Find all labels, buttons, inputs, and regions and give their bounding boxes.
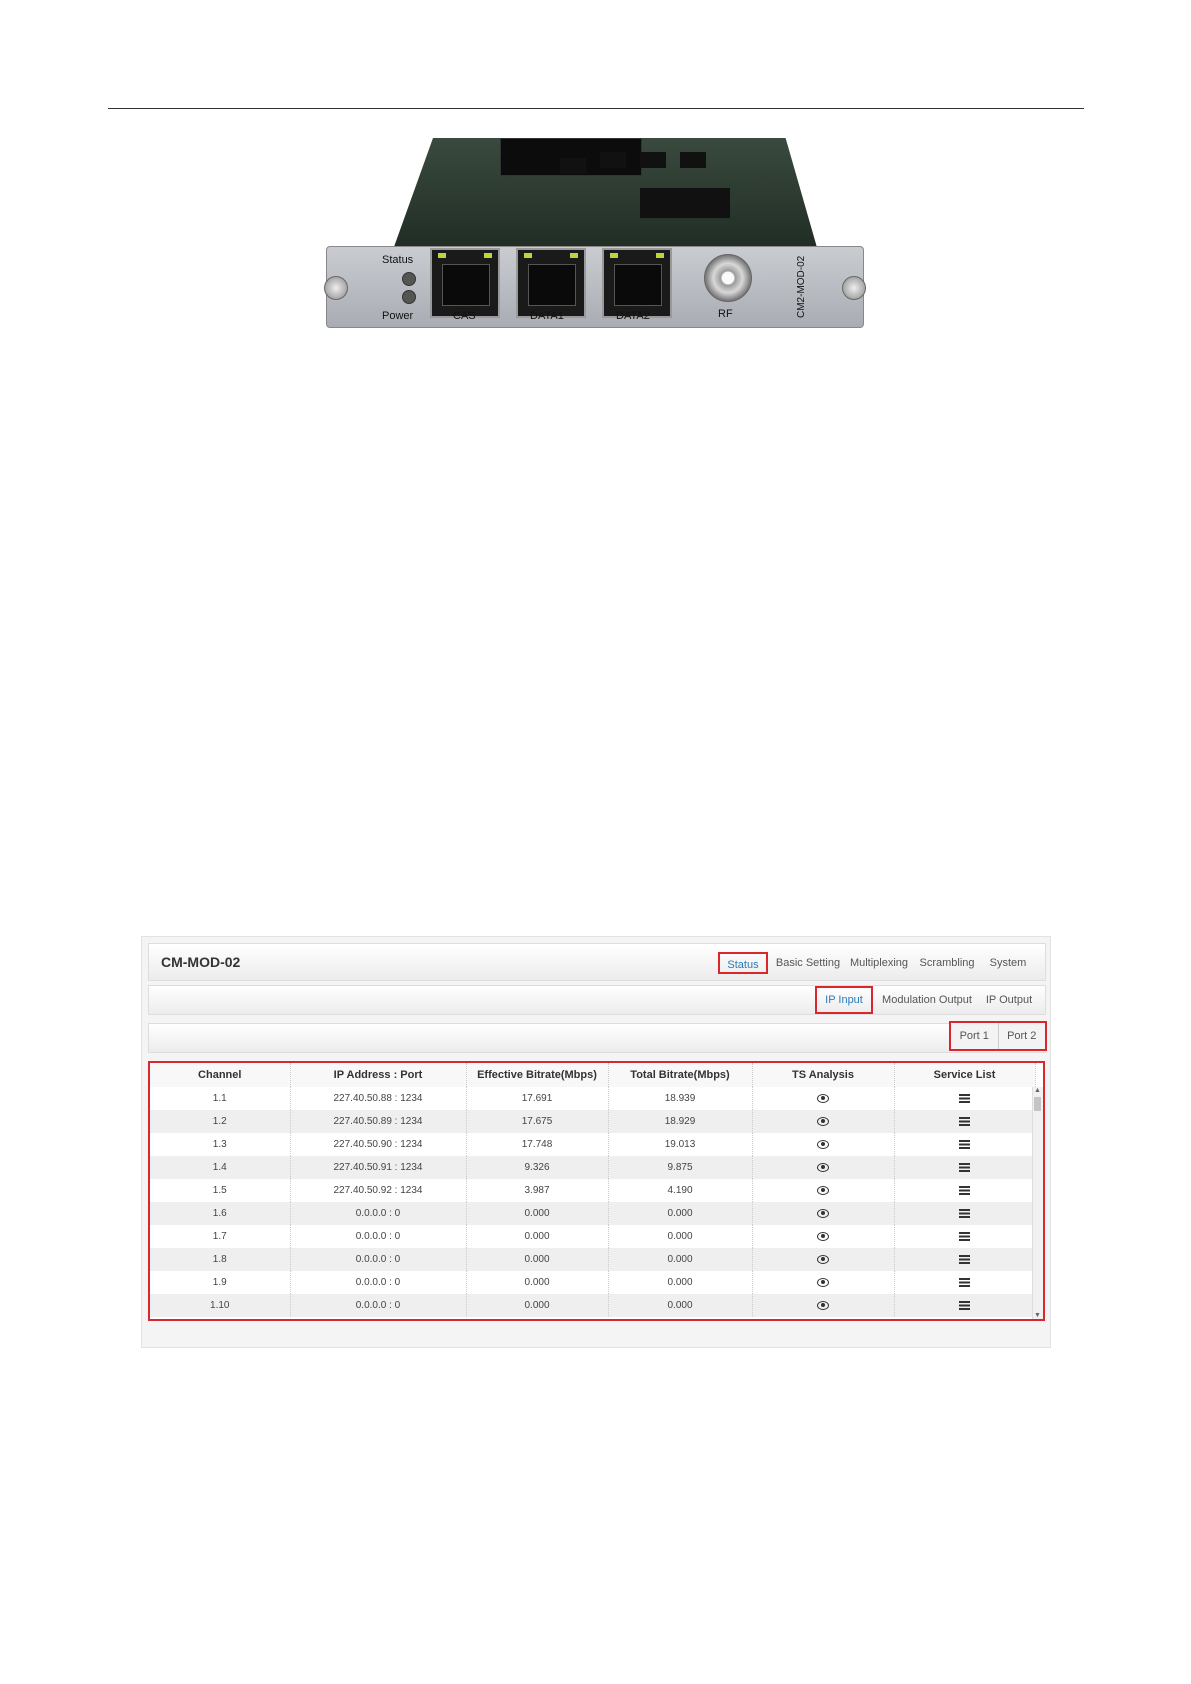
scroll-down-icon[interactable]: ▼ [1034,1312,1041,1319]
cas-port [430,248,500,318]
total-bitrate-cell: 0.000 [608,1225,752,1248]
ts-analysis-cell [752,1248,894,1271]
effective-bitrate-cell: 17.675 [466,1110,608,1133]
eye-icon[interactable] [817,1094,829,1103]
port-bar [148,1023,1046,1053]
port-1-tab[interactable]: Port 1 [951,1023,999,1049]
ip-address-cell: 227.40.50.88 : 1234 [290,1087,466,1110]
rf-connector [704,254,752,302]
table-row [150,1179,1035,1202]
status-label: Status [382,254,414,266]
screw-icon [324,276,348,300]
col-ip-address: IP Address : Port [290,1063,466,1087]
table-row [150,1110,1035,1133]
channel-cell: 1.8 [150,1248,290,1271]
table-row [150,1248,1035,1271]
channel-cell: 1.4 [150,1156,290,1179]
service-list-cell [894,1202,1035,1225]
status-led [402,272,416,286]
scroll-up-icon[interactable]: ▲ [1034,1087,1041,1094]
total-bitrate-cell: 0.000 [608,1202,752,1225]
col-service-list: Service List [894,1063,1035,1087]
channel-cell: 1.6 [150,1202,290,1225]
scrollbar-thumb[interactable] [1034,1097,1041,1111]
rf-label: RF [718,308,733,320]
eye-icon[interactable] [817,1209,829,1218]
ts-analysis-cell [752,1110,894,1133]
table-row [150,1294,1035,1317]
ip-address-cell: 227.40.50.91 : 1234 [290,1156,466,1179]
total-bitrate-cell: 18.929 [608,1110,752,1133]
ip-address-cell: 0.0.0.0 : 0 [290,1202,466,1225]
effective-bitrate-cell: 9.326 [466,1156,608,1179]
effective-bitrate-cell: 0.000 [466,1202,608,1225]
col-ts-analysis: TS Analysis [752,1063,894,1087]
effective-bitrate-cell: 0.000 [466,1248,608,1271]
service-list-cell [894,1271,1035,1294]
list-icon[interactable] [959,1232,970,1241]
web-ui-screenshot [141,936,1051,1348]
header-rule [108,108,1084,109]
eye-icon[interactable] [817,1301,829,1310]
tab-modulation-output[interactable]: Modulation Output [882,994,972,1006]
total-bitrate-cell: 0.000 [608,1248,752,1271]
ts-analysis-cell [752,1225,894,1248]
list-icon[interactable] [959,1163,970,1172]
eye-icon[interactable] [817,1140,829,1149]
board-chip [600,152,626,168]
nav-scrambling[interactable]: Scrambling [919,957,975,969]
service-list-cell [894,1179,1035,1202]
list-icon[interactable] [959,1186,970,1195]
list-icon[interactable] [959,1255,970,1264]
module-card-photo [320,138,880,328]
channel-cell: 1.1 [150,1087,290,1110]
col-effective-bitrate: Effective Bitrate(Mbps) [466,1063,608,1087]
model-label: CM2-MOD-02 [796,255,807,318]
eye-icon[interactable] [817,1278,829,1287]
nav-status[interactable]: Status [718,952,768,974]
ip-address-cell: 0.0.0.0 : 0 [290,1248,466,1271]
col-total-bitrate: Total Bitrate(Mbps) [608,1063,752,1087]
channel-cell: 1.5 [150,1179,290,1202]
nav-multiplexing[interactable]: Multiplexing [849,957,909,969]
ts-analysis-cell [752,1133,894,1156]
app-title: CM-MOD-02 [161,954,241,970]
circuit-board [390,138,820,258]
data1-port [516,248,586,318]
nav-system[interactable]: System [989,957,1027,969]
table-row [150,1156,1035,1179]
ip-address-cell: 0.0.0.0 : 0 [290,1294,466,1317]
channel-cell: 1.7 [150,1225,290,1248]
effective-bitrate-cell: 17.748 [466,1133,608,1156]
total-bitrate-cell: 4.190 [608,1179,752,1202]
service-list-cell [894,1294,1035,1317]
table-scrollbar[interactable] [1032,1087,1043,1319]
list-icon[interactable] [959,1209,970,1218]
list-icon[interactable] [959,1278,970,1287]
channel-cell: 1.9 [150,1271,290,1294]
ip-address-cell: 0.0.0.0 : 0 [290,1225,466,1248]
total-bitrate-cell: 18.939 [608,1087,752,1110]
service-list-cell [894,1248,1035,1271]
ts-analysis-cell [752,1294,894,1317]
data2-label: DATA2 [616,310,650,322]
eye-icon[interactable] [817,1232,829,1241]
table-row [150,1271,1035,1294]
board-chip [560,158,586,174]
ip-address-cell: 227.40.50.89 : 1234 [290,1110,466,1133]
service-list-cell [894,1156,1035,1179]
port-2-tab[interactable]: Port 2 [999,1023,1046,1049]
table-header-row [150,1063,1035,1087]
list-icon[interactable] [959,1301,970,1310]
table-row [150,1087,1035,1110]
ip-address-cell: 227.40.50.92 : 1234 [290,1179,466,1202]
data2-port [602,248,672,318]
ts-analysis-cell [752,1202,894,1225]
board-chip [640,152,666,168]
eye-icon[interactable] [817,1117,829,1126]
port-selector [949,1021,1047,1051]
ts-analysis-cell [752,1179,894,1202]
tab-ip-input[interactable]: IP Input [815,986,873,1014]
ts-analysis-cell [752,1156,894,1179]
effective-bitrate-cell: 17.691 [466,1087,608,1110]
power-label: Power [382,310,414,322]
eye-icon[interactable] [817,1186,829,1195]
nav-basic-setting[interactable]: Basic Setting [775,957,841,969]
total-bitrate-cell: 9.875 [608,1156,752,1179]
ts-analysis-cell [752,1087,894,1110]
eye-icon[interactable] [817,1255,829,1264]
board-chip [680,152,706,168]
service-list-cell [894,1133,1035,1156]
total-bitrate-cell: 0.000 [608,1294,752,1317]
ip-address-cell: 227.40.50.90 : 1234 [290,1133,466,1156]
effective-bitrate-cell: 0.000 [466,1294,608,1317]
eye-icon[interactable] [817,1163,829,1172]
screw-icon [842,276,866,300]
channel-cell: 1.2 [150,1110,290,1133]
total-bitrate-cell: 19.013 [608,1133,752,1156]
table-row [150,1202,1035,1225]
channel-cell: 1.3 [150,1133,290,1156]
service-list-cell [894,1087,1035,1110]
data1-label: DATA1 [530,310,564,322]
top-navbar [148,943,1046,981]
ts-analysis-cell [752,1271,894,1294]
cas-label: CAS [453,310,476,322]
power-led [402,290,416,304]
service-list-cell [894,1110,1035,1133]
board-chip [640,188,730,218]
ip-input-table [148,1061,1045,1321]
tab-ip-output[interactable]: IP Output [985,994,1033,1006]
effective-bitrate-cell: 0.000 [466,1271,608,1294]
ip-address-cell: 0.0.0.0 : 0 [290,1271,466,1294]
list-icon[interactable] [959,1094,970,1103]
channel-cell: 1.10 [150,1294,290,1317]
list-icon[interactable] [959,1140,970,1149]
effective-bitrate-cell: 0.000 [466,1225,608,1248]
effective-bitrate-cell: 3.987 [466,1179,608,1202]
table-row [150,1225,1035,1248]
table-row [150,1133,1035,1156]
sub-navbar [148,985,1046,1015]
list-icon[interactable] [959,1117,970,1126]
service-list-cell [894,1225,1035,1248]
total-bitrate-cell: 0.000 [608,1271,752,1294]
col-channel: Channel [150,1063,290,1087]
